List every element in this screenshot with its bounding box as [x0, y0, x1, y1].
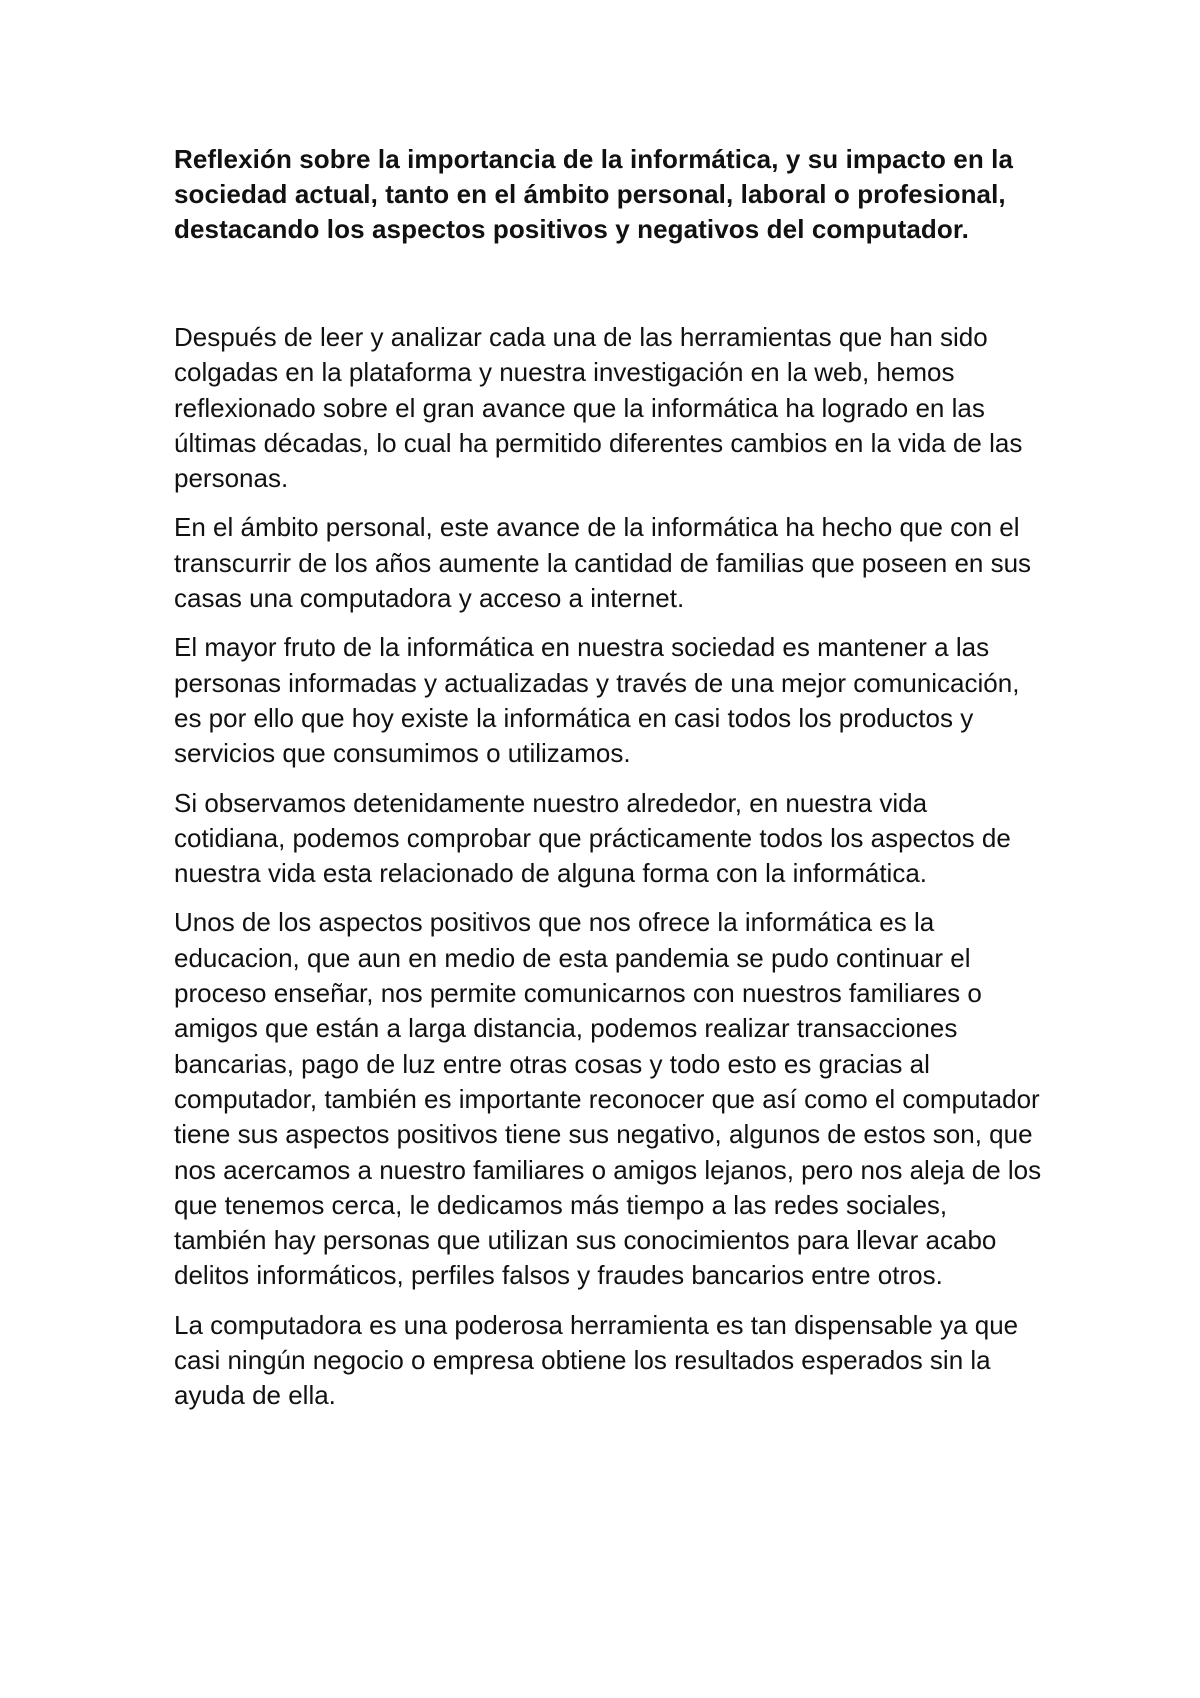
document-title: Reflexión sobre la importancia de la informática, y su impacto en la sociedad actual, tanto en el ámbito personal, laboral o profesional, destacando los aspectos positivos y negativos del computador.	[174, 144, 1014, 244]
paragraph-personal: En el ámbito personal, este avance de la informática ha hecho que con el transcurrir de los años aumente la cantidad de familias que poseen en sus casas una computadora y acceso a internet.	[174, 512, 1032, 614]
paragraph-intro: Después de leer y analizar cada una de las herramientas que han sido colgadas en la plataforma y nuestra investigación en la web, hemos reflexionado sobre el gran avance que la informática ha logrado en las últimas décadas, lo cual ha permitido diferentes cambios en la vida de las personas.	[174, 322, 1023, 494]
document-content	[174, 142, 1044, 1428]
paragraph-conclusion: La computadora es una poderosa herramienta es tan dispensable ya que casi ningún negocio o empresa obtiene los resultados esperados sin la ayuda de ella.	[174, 1309, 1019, 1411]
paragraph-daily-life: Si observamos detenidamente nuestro alrededor, en nuestra vida cotidiana, podemos comprobar que prácticamente todos los aspectos de nuestra vida esta relacionado de alguna forma con la informática.	[174, 787, 1011, 889]
paragraph-fruit: El mayor fruto de la informática en nuestra sociedad es mantener a las personas informadas y actualizadas y través de una mejor comunicación, es por ello que hoy existe la informática en casi todos los productos y servicios que consumimos o utilizamos.	[174, 632, 1020, 769]
document-body	[174, 320, 1044, 1414]
paragraph-positives-negatives: Unos de los aspectos positivos que nos ofrece la informática es la educacion, que aun en medio de esta pandemia se pudo continuar el proceso enseñar, nos permite comunicarnos con nuestros familiares o amigos que están a larga distancia, podemos realizar transacciones bancarias, pago de luz entre otras cosas y todo esto es gracias al computador, también es importante reconocer que así como el computador tiene sus aspectos positivos tiene sus negativo, algunos de estos son, que nos acercamos a nuestro familiares o amigos lejanos, pero nos aleja de los que tenemos cerca, le dedicamos más tiempo a las redes sociales, también hay personas que utilizan sus conocimientos para llevar acabo delitos informáticos, perfiles falsos y fraudes bancarios entre otros.	[174, 907, 1042, 1291]
